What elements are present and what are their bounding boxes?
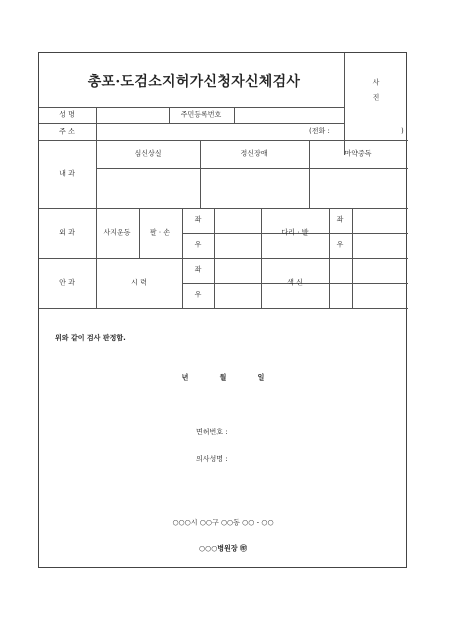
date-month: 월 bbox=[219, 373, 227, 382]
address-label: 주 소 bbox=[59, 127, 75, 136]
resident-id-label: 주민등록번호 bbox=[180, 110, 222, 119]
phone-close: ) bbox=[401, 127, 404, 135]
date-day: 일 bbox=[257, 373, 265, 382]
form-title: 총포·도검소지허가신청자신체검사 bbox=[87, 74, 301, 90]
leg-foot-label: 다리 · 발 bbox=[281, 228, 309, 237]
hospital-director: ○○○병원장 ㊞ bbox=[198, 544, 248, 553]
date-year: 년 bbox=[181, 373, 189, 382]
eye-right-label: 우 bbox=[194, 290, 202, 299]
arm-right-label: 우 bbox=[194, 240, 202, 249]
phone-label: (전화 : bbox=[309, 127, 330, 135]
surgery-label: 외 과 bbox=[59, 228, 75, 237]
vision-label: 시 력 bbox=[131, 278, 147, 287]
statement-text: 위와 같이 검사 판정함. bbox=[55, 334, 126, 342]
internal-medicine-label: 내 과 bbox=[59, 169, 75, 178]
photo-label-1: 사 bbox=[372, 78, 380, 87]
mental-disorder-header: 정신장애 bbox=[240, 149, 268, 158]
doctor-name-label: 의사성명 : bbox=[196, 455, 228, 463]
limb-movement-label: 사지운동 bbox=[103, 228, 131, 237]
leg-left-label: 좌 bbox=[336, 215, 344, 224]
photo-label-2: 진 bbox=[372, 93, 380, 102]
name-label: 성 명 bbox=[59, 110, 75, 119]
arm-left-label: 좌 bbox=[194, 215, 202, 224]
drug-addiction-header: 마약중독 bbox=[344, 149, 372, 158]
ophthalmology-label: 안 과 bbox=[59, 278, 75, 287]
arm-hand-label: 팔 · 손 bbox=[149, 228, 171, 237]
color-vision-label: 색 신 bbox=[287, 278, 303, 287]
eye-left-label: 좌 bbox=[194, 265, 202, 274]
leg-right-label: 우 bbox=[336, 240, 344, 249]
license-number-label: 면허번호 : bbox=[196, 428, 228, 436]
insanity-header: 심신상실 bbox=[134, 149, 162, 158]
physical-exam-form bbox=[38, 52, 407, 568]
hospital-address: ○○○시 ○○구 ○○동 ○○ - ○○ bbox=[172, 518, 274, 527]
